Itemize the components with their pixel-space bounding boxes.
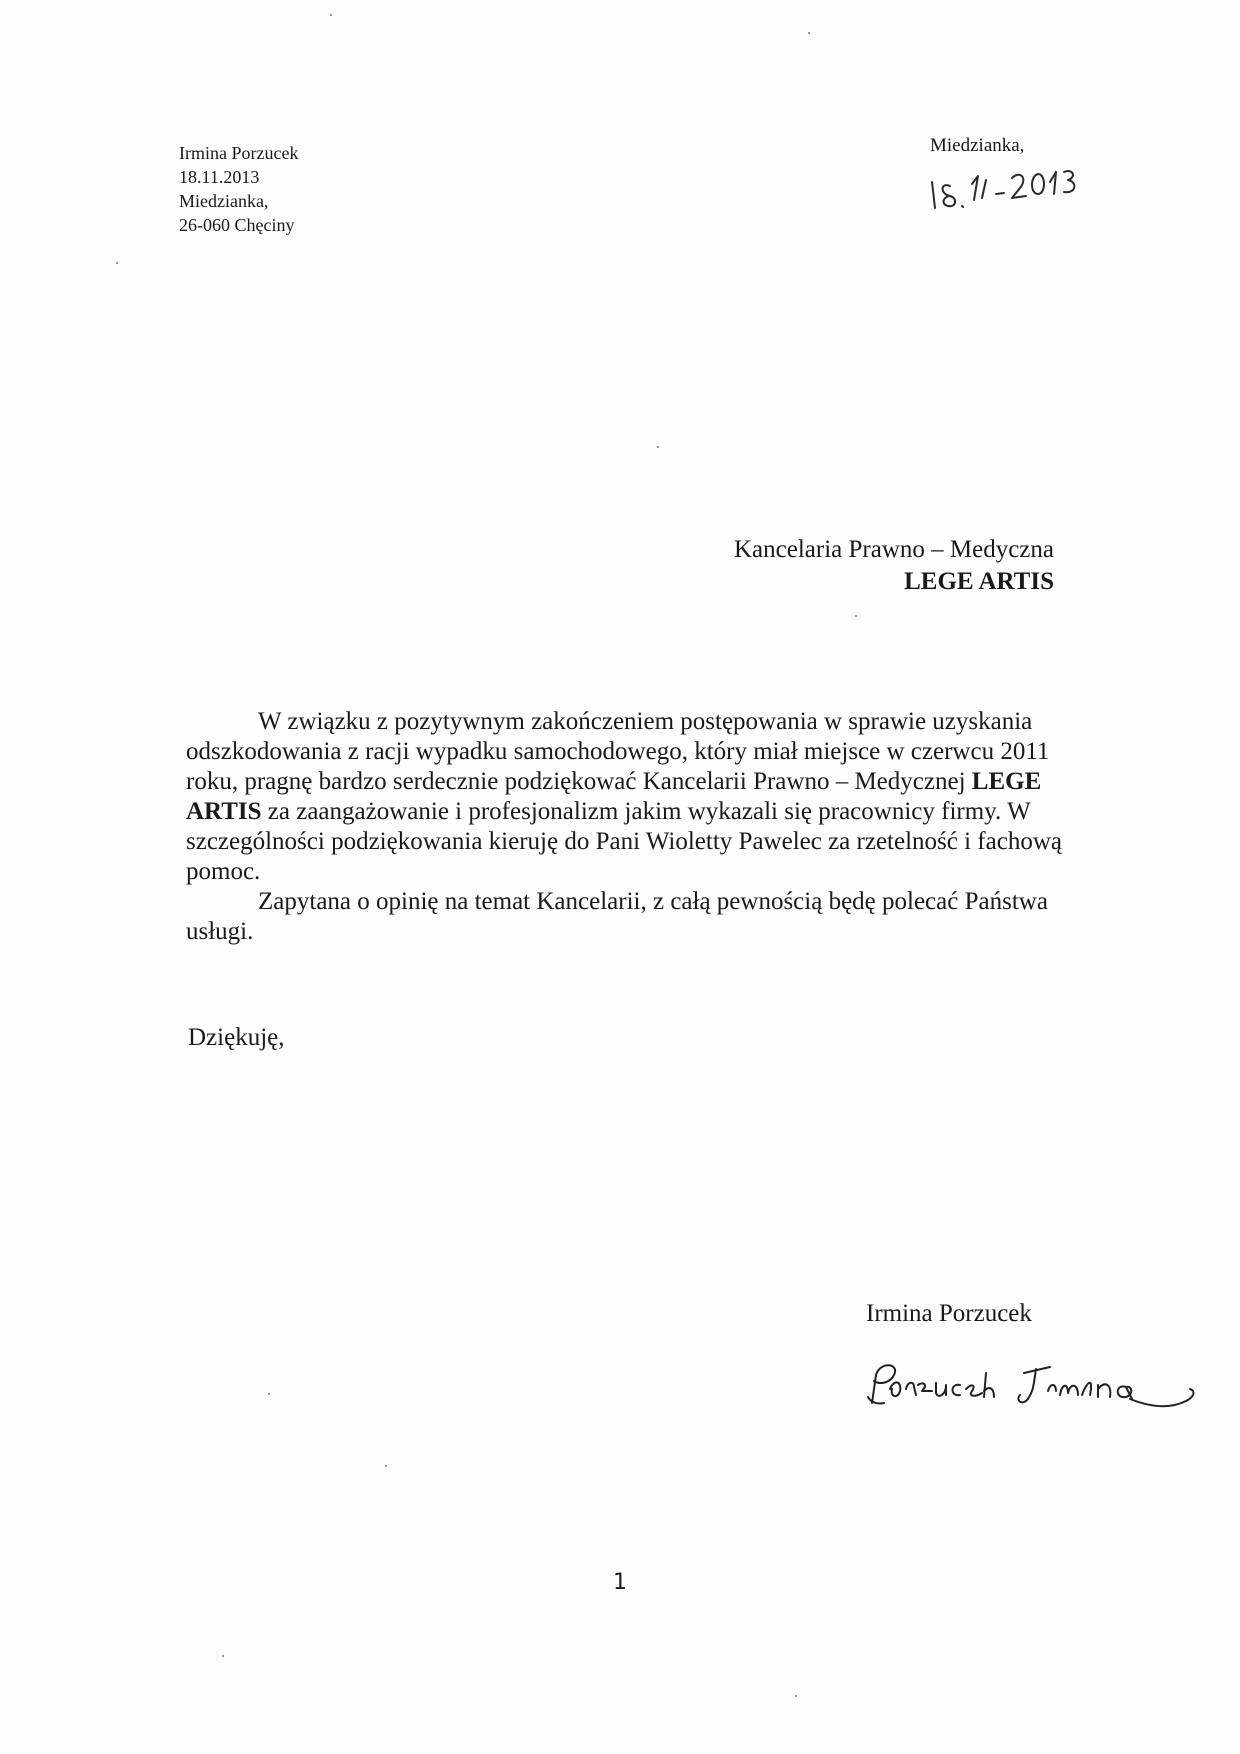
scan-speck [222,1655,224,1657]
sender-town: Miedzianka, [179,191,269,211]
sender-block [179,141,298,237]
sender-postal-address: 26-060 Chęciny [179,215,295,235]
recipient-block [734,534,1054,598]
scan-speck [268,1393,270,1395]
recipient-firm: LEGE ARTIS [904,568,1054,595]
sender-name: Irmina Porzucek [179,143,299,163]
sender-date: 18.11.2013 [179,167,260,187]
scan-speck [330,14,332,16]
scan-speck [855,615,857,617]
scan-speck [385,1465,387,1467]
place-line: Miedzianka, [930,135,1025,156]
letter-body [186,707,1066,947]
body-paragraph-2: Zapytana o opinię na temat Kancelarii, z całą pewnością będę polecać Państwa usługi. [186,888,1048,945]
scan-speck [657,446,659,448]
page-number: 1 [613,1570,627,1595]
body-firm-name: LEGE ARTIS [186,768,1042,825]
scan-speck [116,262,118,264]
recipient-line1: Kancelaria Prawno – Medyczna [734,536,1054,563]
body-paragraph-1 [186,707,1066,887]
scan-speck [795,1695,797,1697]
handwritten-signature [850,1345,1220,1445]
handwritten-date [926,160,1086,216]
scan-speck [808,32,810,34]
body-paragraph-1-part-1: W związku z pozytywnym zakończeniem postępowania w sprawie uzyskania odszkodowania z racji wypadku samochodowego, który miał miejsce w czerwcu 2011 roku, pragnę bardzo serdecznie podziękować Kancelarii Prawno – Medycznej [186,708,1050,795]
body-paragraph-1-part-2: za zaangażowanie i profesjonalizm jakim wykazali się pracownicy firmy. W szczególności podziękowania kieruję do Pani Wioletty Pawelec za rzetelność i fachową pomoc. [186,798,1062,885]
signatory-name: Irmina Porzucek [866,1300,1032,1327]
closing-line: Dziękuję, [188,1024,285,1051]
